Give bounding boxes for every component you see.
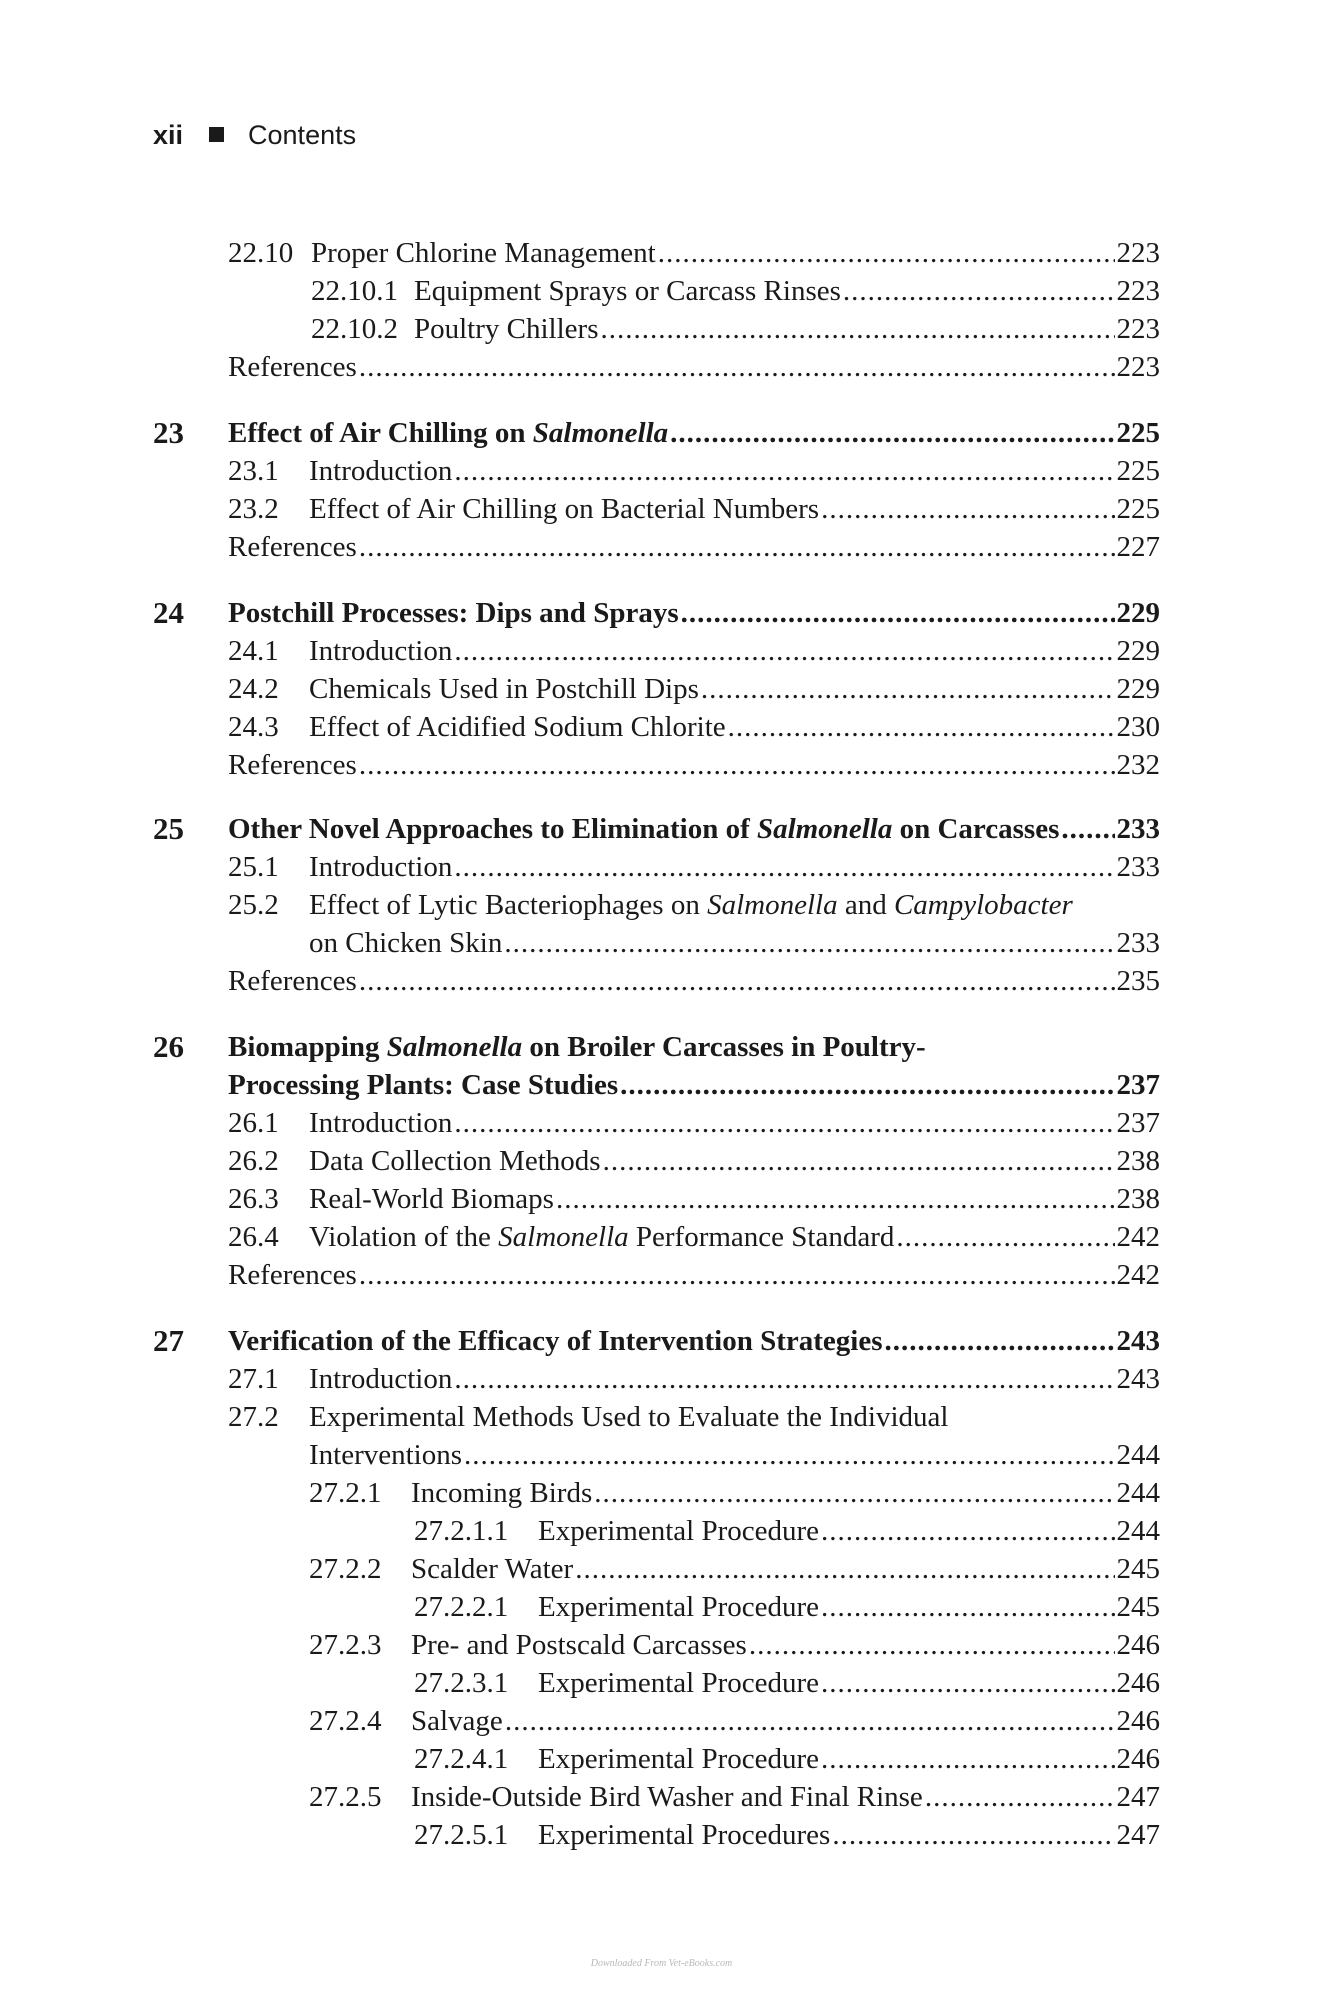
entry-title	[228, 349, 357, 385]
toc-entry[interactable]	[414, 1589, 1160, 1625]
toc-entry[interactable]	[228, 849, 1160, 885]
chapter-number: 24	[153, 595, 184, 630]
page-reference: 223	[1116, 237, 1160, 269]
page-reference: 229	[1116, 635, 1160, 667]
entry-title-text: Introduction	[309, 455, 453, 487]
page-reference: 223	[1116, 313, 1160, 345]
dot-leader	[464, 1437, 1114, 1473]
entry-title-text: Interventions	[309, 1439, 463, 1471]
entry-title-text: References	[228, 965, 357, 997]
page-reference: 230	[1116, 711, 1160, 743]
toc-entry[interactable]	[228, 963, 1160, 999]
entry-title-text: Scalder Water	[411, 1553, 574, 1585]
entry-title-text: Data Collection Methods	[309, 1145, 601, 1177]
dot-leader	[504, 925, 1114, 961]
entry-title	[411, 1779, 923, 1815]
page-reference: 233	[1116, 851, 1160, 883]
entry-title	[309, 709, 726, 745]
page-reference: 237	[1116, 1107, 1160, 1139]
entry-title	[228, 963, 357, 999]
entry-title-text: Biomapping	[228, 1031, 387, 1063]
toc-entry[interactable]	[309, 1779, 1160, 1815]
entry-title	[414, 273, 841, 309]
dot-leader	[600, 311, 1114, 347]
page-reference: 243	[1116, 1325, 1160, 1357]
entry-title-text: Effect of Air Chilling on Bacterial Numbers	[309, 493, 820, 525]
section-number: 25.2	[228, 889, 279, 921]
page-reference: 235	[1116, 965, 1160, 997]
page-reference: 225	[1116, 417, 1160, 449]
section-number: 27.2.3	[309, 1629, 382, 1661]
page-reference: 247	[1116, 1781, 1160, 1813]
section-number: 26.4	[228, 1221, 279, 1253]
section-number: 27.2.5.1	[414, 1819, 509, 1851]
toc-entry[interactable]	[228, 529, 1160, 565]
dot-leader	[821, 1665, 1114, 1701]
entry-title	[411, 1627, 747, 1663]
toc-entry[interactable]	[414, 1665, 1160, 1701]
italic-term: Salmonella	[386, 1031, 523, 1063]
section-number: 22.10.1	[311, 275, 398, 307]
toc-entry[interactable]	[228, 1181, 1160, 1217]
page-reference: 223	[1116, 275, 1160, 307]
toc-entry[interactable]	[228, 1399, 1160, 1435]
section-number: 23.1	[228, 455, 279, 487]
entry-title-text: Salvage	[411, 1705, 503, 1737]
page-reference: 229	[1116, 597, 1160, 629]
entry-title	[538, 1513, 819, 1549]
page-reference: 244	[1116, 1439, 1160, 1471]
section-number: 24.1	[228, 635, 279, 667]
dot-leader	[454, 849, 1114, 885]
section-number: 27.2.1.1	[414, 1515, 509, 1547]
entry-title	[228, 811, 1059, 847]
entry-title-text: Inside-Outside Bird Washer and Final Rinse	[411, 1781, 923, 1813]
entry-title	[309, 491, 819, 527]
dot-leader	[896, 1219, 1114, 1255]
dot-leader	[454, 1361, 1114, 1397]
entry-title	[309, 849, 452, 885]
entry-title	[228, 415, 668, 451]
entry-title	[309, 1105, 452, 1141]
running-head-title: Contents	[248, 120, 357, 150]
page-reference: 244	[1116, 1477, 1160, 1509]
dot-leader	[603, 1143, 1115, 1179]
entry-title-text: Chemicals Used in Postchill Dips	[309, 673, 699, 705]
entry-title-text: Experimental Procedure	[538, 1743, 820, 1775]
section-number: 27.2.4	[309, 1705, 382, 1737]
page-reference: 242	[1116, 1259, 1160, 1291]
entry-title-text: References	[228, 531, 357, 563]
entry-title-text: on Broiler Carcasses in Poultry-	[522, 1031, 926, 1063]
entry-title-text: Postchill Processes: Dips and Sprays	[228, 597, 679, 629]
entry-title-text: Incoming Birds	[411, 1477, 593, 1509]
entry-title	[309, 1219, 894, 1255]
entry-title	[309, 1181, 554, 1217]
entry-title-text: on Chicken Skin	[309, 927, 503, 959]
entry-title-text: Performance Standard	[628, 1221, 895, 1253]
section-number: 24.2	[228, 673, 279, 705]
section-number: 22.10.2	[311, 313, 398, 345]
entry-title	[538, 1741, 819, 1777]
toc-entry[interactable]	[311, 273, 1160, 309]
dot-leader	[359, 529, 1115, 565]
download-watermark: Downloaded From Vet-eBooks.com	[590, 1958, 733, 1969]
page-reference: 246	[1116, 1667, 1160, 1699]
section-number: 27.2	[228, 1401, 279, 1433]
page-number: xii	[153, 120, 184, 150]
page-reference: 244	[1116, 1515, 1160, 1547]
entry-title	[538, 1589, 819, 1625]
section-number: 26.1	[228, 1107, 279, 1139]
entry-title-text: Pre- and Postscald Carcasses	[411, 1629, 747, 1661]
dot-leader	[1061, 811, 1114, 847]
dot-leader	[658, 235, 1115, 271]
entry-title	[411, 1475, 592, 1511]
entry-title-text: Other Novel Approaches to Elimination of	[228, 813, 757, 845]
entry-title-text: Real-World Biomaps	[309, 1183, 554, 1215]
dot-leader	[575, 1551, 1114, 1587]
toc-entry[interactable]	[228, 747, 1160, 783]
section-number: 27.2.1	[309, 1477, 382, 1509]
dot-leader	[454, 1105, 1114, 1141]
page-reference: 242	[1116, 1221, 1160, 1253]
entry-title-text: Poultry Chillers	[414, 313, 599, 345]
dot-leader	[681, 595, 1115, 631]
entry-title	[309, 887, 1073, 923]
dot-leader	[925, 1779, 1115, 1815]
entry-title	[309, 1143, 601, 1179]
dot-leader	[821, 1741, 1114, 1777]
entry-title-text: Effect of Air Chilling on	[228, 417, 533, 449]
toc-chapter-entry[interactable]	[228, 595, 1160, 631]
page-reference: 238	[1116, 1183, 1160, 1215]
toc-entry[interactable]	[228, 709, 1160, 745]
dot-leader	[670, 415, 1114, 451]
entry-title	[538, 1665, 819, 1701]
chapter-number: 27	[153, 1323, 184, 1358]
entry-title-text: Experimental Procedures	[538, 1819, 831, 1851]
entry-title-text: References	[228, 1259, 357, 1291]
italic-term: Salmonella	[498, 1221, 629, 1253]
toc-entry[interactable]	[309, 1437, 1160, 1473]
dot-leader	[821, 491, 1114, 527]
toc-entry[interactable]	[311, 311, 1160, 347]
toc-entry[interactable]	[414, 1513, 1160, 1549]
entry-title-text: References	[228, 351, 357, 383]
entry-title	[309, 671, 699, 707]
dot-leader	[359, 349, 1115, 385]
dot-leader	[620, 1067, 1114, 1103]
toc-entry[interactable]	[309, 1703, 1160, 1739]
toc-entry[interactable]	[228, 491, 1160, 527]
dot-leader	[359, 1257, 1115, 1293]
page-reference: 227	[1116, 531, 1160, 563]
dot-leader	[728, 709, 1115, 745]
entry-title	[228, 747, 357, 783]
dot-leader	[505, 1703, 1115, 1739]
toc-entry[interactable]	[228, 671, 1160, 707]
page-reference: 229	[1116, 673, 1160, 705]
dot-leader	[749, 1627, 1115, 1663]
toc-chapter-entry[interactable]	[228, 1067, 1160, 1103]
toc-entry[interactable]	[309, 1551, 1160, 1587]
entry-title-text: Experimental Methods Used to Evaluate the Individual	[309, 1401, 949, 1433]
page-reference: 243	[1116, 1363, 1160, 1395]
toc-entry[interactable]	[228, 1219, 1160, 1255]
entry-title	[309, 1361, 452, 1397]
toc-chapter-entry[interactable]	[228, 1029, 1160, 1065]
entry-title-text: Proper Chlorine Management	[311, 237, 656, 269]
toc-chapter-entry[interactable]	[228, 415, 1160, 451]
section-number: 27.2.5	[309, 1781, 382, 1813]
entry-title-text: Experimental Procedure	[538, 1515, 820, 1547]
page-reference: 237	[1116, 1069, 1160, 1101]
entry-title	[309, 633, 452, 669]
entry-title	[228, 1067, 618, 1103]
toc-entry[interactable]	[228, 235, 1160, 271]
toc-chapter-entry[interactable]	[228, 811, 1160, 847]
entry-title	[414, 311, 598, 347]
italic-term: Salmonella	[757, 813, 893, 845]
page-reference: 245	[1116, 1591, 1160, 1623]
section-number: 27.2.2	[309, 1553, 382, 1585]
entry-title-text: on Carcasses	[892, 813, 1060, 845]
toc-entry[interactable]	[414, 1741, 1160, 1777]
section-number: 22.10	[228, 237, 294, 269]
entry-title-text: Equipment Sprays or Carcass Rinses	[414, 275, 841, 307]
entry-title	[309, 925, 502, 961]
section-number: 24.3	[228, 711, 279, 743]
toc-entry[interactable]	[228, 887, 1160, 923]
toc-entry[interactable]	[228, 1143, 1160, 1179]
entry-title-text: Effect of Acidified Sodium Chlorite	[309, 711, 726, 743]
dot-leader	[454, 633, 1114, 669]
entry-title-text: Introduction	[309, 635, 453, 667]
page-reference: 225	[1116, 455, 1160, 487]
page-reference: 247	[1116, 1819, 1160, 1851]
entry-title-text: and	[837, 889, 894, 921]
section-number: 27.2.2.1	[414, 1591, 509, 1623]
entry-title-text: References	[228, 749, 357, 781]
entry-title-text: Experimental Procedure	[538, 1667, 820, 1699]
section-number: 26.3	[228, 1183, 279, 1215]
page-reference: 232	[1116, 749, 1160, 781]
page-reference: 223	[1116, 351, 1160, 383]
page-reference: 246	[1116, 1705, 1160, 1737]
entry-title	[311, 235, 656, 271]
entry-title-text: Violation of the	[309, 1221, 499, 1253]
page-reference: 246	[1116, 1743, 1160, 1775]
entry-title-text: Introduction	[309, 1107, 453, 1139]
toc-entry[interactable]	[228, 1257, 1160, 1293]
dot-leader	[821, 1589, 1114, 1625]
section-number: 25.1	[228, 851, 279, 883]
italic-term: Salmonella	[707, 889, 838, 921]
dot-leader	[843, 273, 1115, 309]
entry-title	[228, 529, 357, 565]
toc-chapter-entry[interactable]	[228, 1323, 1160, 1359]
chapter-number: 25	[153, 811, 184, 846]
toc-entry[interactable]	[228, 633, 1160, 669]
entry-title	[309, 453, 452, 489]
entry-title	[538, 1817, 830, 1853]
dot-leader	[359, 747, 1115, 783]
entry-title	[309, 1399, 948, 1435]
toc-entry[interactable]	[228, 1361, 1160, 1397]
italic-term: Campylobacter	[893, 889, 1073, 921]
page-reference: 233	[1116, 927, 1160, 959]
dot-leader	[454, 453, 1114, 489]
entry-title	[228, 1323, 883, 1359]
page-reference: 238	[1116, 1145, 1160, 1177]
dot-leader	[701, 671, 1115, 707]
entry-title	[228, 595, 679, 631]
toc-entry[interactable]	[414, 1817, 1160, 1853]
entry-title	[228, 1257, 357, 1293]
toc-entry[interactable]	[228, 453, 1160, 489]
entry-title	[411, 1703, 503, 1739]
section-number: 27.2.3.1	[414, 1667, 509, 1699]
entry-title	[309, 1437, 462, 1473]
toc-entry[interactable]	[228, 1105, 1160, 1141]
toc-entry[interactable]	[309, 1627, 1160, 1663]
page-reference: 233	[1116, 813, 1160, 845]
chapter-number: 26	[153, 1029, 184, 1064]
chapter-number: 23	[153, 415, 184, 450]
toc-entry[interactable]	[309, 925, 1160, 961]
entry-title-text: Verification of the Efficacy of Intervention Strategies	[228, 1325, 883, 1357]
entry-title-text: Processing Plants: Case Studies	[228, 1069, 619, 1101]
dot-leader	[359, 963, 1115, 999]
toc-entry[interactable]	[309, 1475, 1160, 1511]
page-reference: 245	[1116, 1553, 1160, 1585]
entry-title-text: Experimental Procedure	[538, 1591, 820, 1623]
page-reference: 225	[1116, 493, 1160, 525]
dot-leader	[821, 1513, 1114, 1549]
entry-title-text: Introduction	[309, 1363, 453, 1395]
section-number: 27.2.4.1	[414, 1743, 509, 1775]
entry-title	[228, 1029, 926, 1065]
entry-title-text: Effect of Lytic Bacteriophages on	[309, 889, 708, 921]
section-number: 26.2	[228, 1145, 279, 1177]
dot-leader	[832, 1817, 1114, 1853]
entry-title	[411, 1551, 573, 1587]
dot-leader	[885, 1323, 1115, 1359]
section-number: 23.2	[228, 493, 279, 525]
dot-leader	[594, 1475, 1114, 1511]
italic-term: Salmonella	[532, 417, 669, 449]
dot-leader	[556, 1181, 1115, 1217]
toc-entry[interactable]	[228, 349, 1160, 385]
page-reference: 246	[1116, 1629, 1160, 1661]
section-number: 27.1	[228, 1363, 279, 1395]
entry-title-text: Introduction	[309, 851, 453, 883]
